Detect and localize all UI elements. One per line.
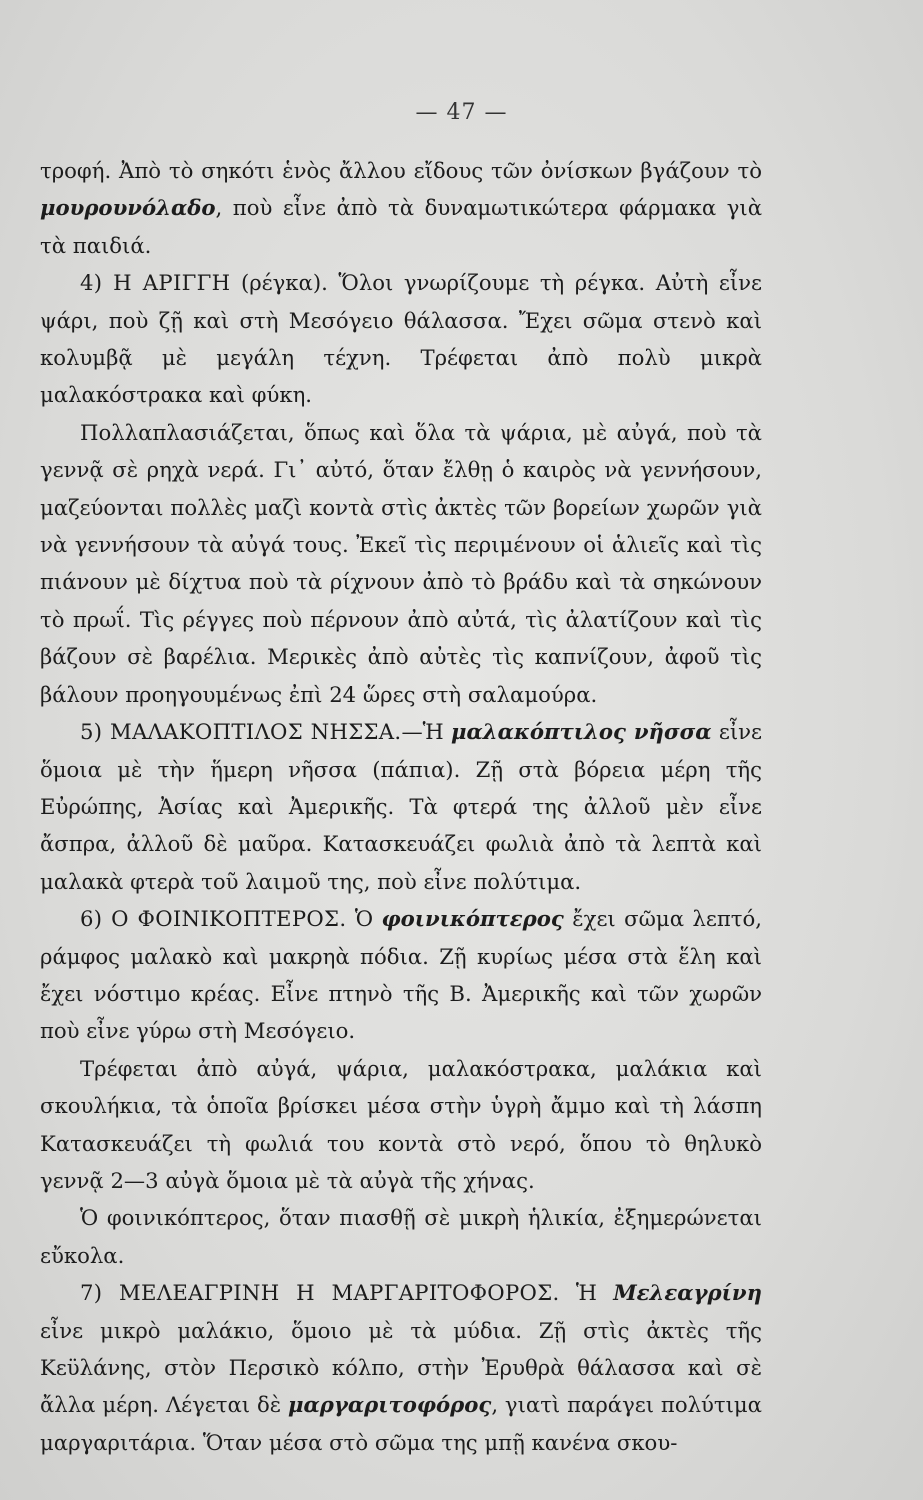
paragraph-text: Τρέφεται ἀπὸ αὐγά, ψάρια, μαλακόστρακα, μαλάκια καὶ σκουλήκια, τὰ ὁποῖα βρίσκει μέσα στὴν ὑγρὴ ἄμμο καὶ τὴ λάσπη Κατασκευάζει τὴ φωλιά του κοντὰ στὸ νερό, ὅπου τὸ θηλυκὸ γεννᾷ 2—3 αὐγὰ ὅμοια μὲ τὰ αὐγὰ τῆς χήνας. — [40, 1055, 762, 1193]
emphasis-term: Μελεαγρίνη — [613, 1280, 762, 1306]
paragraph-text: Πολλαπλασιάζεται, ὅπως καὶ ὅλα τὰ ψάρια, μὲ αὐγά, ποὺ τὰ γεννᾷ σὲ ρηχὰ νερά. Γι᾿ αὐτό, ὅταν ἔλθῃ ὁ καιρὸς νὰ γεννήσουν, μαζεύονται πολλὲς μαζὶ κοντὰ στὶς ἀκτὲς τῶν βορείων χωρῶν γιὰ νὰ γεννήσουν τὰ αὐγά τους. Ἐκεῖ τὶς περιμένουν οἱ ἁλιεῖς καὶ τὶς πιάνουν μὲ δίχτυα ποὺ τὰ ρίχνουν ἀπὸ τὸ βράδυ καὶ τὰ σηκώνουν τὸ πρωΐ. Τὶς ρέγγες ποὺ πέρνουν ἀπὸ αὐτά, τὶς ἀλατίζουν καὶ τὶς βάζουν σὲ βαρέλια. Μερικὲς ἀπὸ αὐτὲς τὶς καπνίζουν, ἀφοῦ τὶς βάλουν προηγουμένως ἐπὶ 24 ὥρες στὴ σαλαμούρα. — [40, 419, 762, 707]
section-heading: 6) Ο ΦΟΙΝΙΚΟΠΤΕΡΟΣ. — [80, 906, 347, 932]
paragraph-text: εἶνε ὅμοια μὲ τὴν ἥμερη νῆσσα (πάπια). Ζῇ στὰ βόρεια μέρη τῆς Εὐρώπης, Ἀσίας καὶ Ἀμερικῆς. Τὰ φτερά της ἀλλοῦ μὲν εἶνε ἄσπρα, ἀλλοῦ δὲ μαῦρα. Κατασκευάζει φωλιὰ ἀπὸ τὰ λεπτὰ καὶ μαλακὰ φτερὰ τοῦ λαιμοῦ της, ποὺ εἶνε πολύτιμα. — [40, 719, 762, 894]
paragraph — [40, 900, 762, 1050]
paragraph — [40, 1199, 762, 1274]
section-heading: 4) Η ΑΡΙΓΓΗ — [80, 270, 231, 296]
paragraph-text: , ποὺ εἶνε ἀπὸ τὰ δυναμωτικώτερα φάρμακα γιὰ τὰ παιδιά. — [40, 195, 762, 258]
paragraph-text: , γιατὶ παράγει πολύτιμα μαργαριτάρια. Ὅταν μέσα στὸ σῶμα της μπῇ κανένα σκου- — [40, 1392, 762, 1455]
paragraph — [40, 264, 762, 414]
paragraph-text: τροφή. Ἀπὸ τὸ σηκότι ἑνὸς ἄλλου εἴδους τῶν ὀνίσκων βγάζουν τὸ — [40, 158, 762, 183]
paragraph — [40, 1274, 762, 1461]
paragraph — [40, 152, 762, 264]
emphasis-term: μαργαριτοφόρος — [287, 1392, 492, 1418]
paragraph-text: εἶνε μικρὸ μαλάκιο, ὅμοιο μὲ τὰ μύδια. Ζῇ στὶς ἀκτὲς τῆς Κεϋλάνης, στὸν Περσικὸ κόλπο, στὴν Ἐρυθρὰ θάλασσα καὶ σὲ ἄλλα μέρη. Λέγεται δὲ — [40, 1317, 762, 1418]
section-heading: 7) ΜΕΛΕΑΓΡΙΝΗ Η ΜΑΡΓΑΡΙΤΟΦΟΡΟΣ. — [80, 1280, 560, 1306]
paragraph — [40, 713, 762, 900]
page-number: — 47 — — [415, 100, 508, 125]
paragraph-text: (ρέγκα). Ὅλοι γνωρίζουμε τὴ ρέγκα. Αὐτὴ εἶνε ψάρι, ποὺ ζῇ καὶ στὴ Μεσόγειο θάλασσα. Ἔχει σῶμα στενὸ καὶ κολυμβᾷ μὲ μεγάλη τέχνη. Τρέφεται ἀπὸ πολὺ μικρὰ μαλακόστρακα καὶ φύκη. — [40, 270, 762, 408]
paragraph — [40, 1050, 762, 1200]
emphasis-term: μαλακόπτιλος νῆσσα — [451, 719, 712, 745]
paragraph — [40, 414, 762, 713]
emphasis-term: μουρουνόλαδο — [40, 195, 216, 221]
emphasis-term: φοινικόπτερος — [381, 906, 564, 932]
paragraph-text: Ὁ — [346, 906, 382, 932]
section-heading: 5) ΜΑΛΑΚΟΠΤΙΛΟΣ ΝΗΣΣΑ. — [80, 719, 402, 745]
paragraph-text: Ἡ — [559, 1280, 614, 1306]
paragraph-text: ἔχει σῶμα λεπτό, ράμφος μαλακὸ καὶ μακρηὰ πόδια. Ζῇ κυρίως μέσα στὰ ἕλη καὶ ἔχει νόστιμο κρέας. Εἶνε πτηνὸ τῆς Β. Ἀμερικῆς καὶ τῶν χωρῶν ποὺ εἶνε γύρω στὴ Μεσόγειο. — [40, 906, 762, 1044]
body-text — [40, 152, 762, 1461]
paragraph-text: Ὁ φοινικόπτερος, ὅταν πιασθῇ σὲ μικρὴ ἡλικία, ἐξημερώνεται εὔκολα. — [40, 1205, 762, 1268]
paragraph-text: —Ἡ — [401, 719, 451, 745]
